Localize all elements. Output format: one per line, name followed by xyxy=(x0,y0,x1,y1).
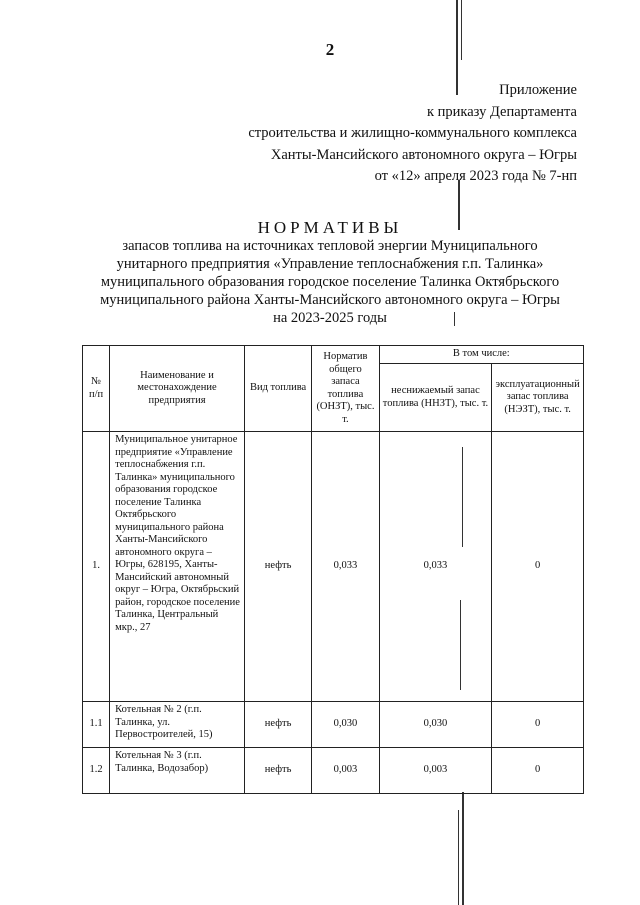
subtitle-line: на 2023-2025 годы xyxy=(273,310,387,326)
scan-artifact-line xyxy=(458,810,459,905)
scan-artifact-line xyxy=(462,792,464,905)
norms-table xyxy=(82,345,584,794)
appendix-line: Ханты-Мансийского автономного округа – Югры xyxy=(270,146,577,163)
row-num: 1. xyxy=(83,432,110,702)
table-row xyxy=(83,748,584,794)
row-nezt: 0 xyxy=(492,432,584,702)
row-fuel: нефть xyxy=(244,432,311,702)
row-num: 1.1 xyxy=(83,702,110,748)
appendix-block xyxy=(248,80,577,188)
row-total: 0,003 xyxy=(312,748,379,794)
table-row xyxy=(83,702,584,748)
subtitle-line: унитарного предприятия «Управление теплоснабжения г.п. Талинка» xyxy=(116,256,544,272)
row-nezt: 0 xyxy=(492,748,584,794)
row-nnzt: 0,030 xyxy=(379,702,492,748)
header-nnzt: неснижаемый запас топлива (ННЗТ), тыс. т. xyxy=(379,364,492,432)
row-total: 0,030 xyxy=(312,702,379,748)
row-fuel: нефть xyxy=(244,748,311,794)
row-name: Муниципальное унитарное предприятие «Управление теплоснабжения г.п. Талинка» муниципального образования городское поселение Талинка Октябрьского муниципального района Ханты-Мансийского автономного округа – Югры, 628195, Ханты-Мансийский автономный округ – Югра, Октябрьский район, городское поселение Талинка, Центральный мкр., 27 xyxy=(110,432,245,702)
subtitle-line: запасов топлива на источниках тепловой энергии Муниципального xyxy=(122,238,538,254)
table-header-row xyxy=(83,346,584,364)
document-subtitle xyxy=(60,237,600,327)
row-name: Котельная № 2 (г.п. Талинка, ул. Первостроителей, 15) xyxy=(110,702,245,748)
subtitle-line: муниципального района Ханты-Мансийского автономного округа – Югры xyxy=(100,292,560,308)
header-total: Норматив общего запаса топлива (ОНЗТ), тыс. т. xyxy=(312,346,379,432)
row-nnzt: 0,033 xyxy=(379,432,492,702)
row-nnzt: 0,003 xyxy=(379,748,492,794)
appendix-line: к приказу Департамента xyxy=(426,103,577,120)
subtitle-line: муниципального образования городское поселение Талинка Октябрьского xyxy=(100,274,560,290)
header-nezt: эксплуатационный запас топлива (НЭЗТ), тыс. т. xyxy=(492,364,584,432)
page-number: 2 xyxy=(325,40,335,59)
row-fuel: нефть xyxy=(244,702,311,748)
document-title: НОРМАТИВЫ xyxy=(257,218,403,237)
header-including: В том числе: xyxy=(379,346,583,364)
appendix-line: от «12» апреля 2023 года № 7-нп xyxy=(374,168,577,184)
table-row xyxy=(83,432,584,702)
row-nezt: 0 xyxy=(492,702,584,748)
header-fuel: Вид топлива xyxy=(244,346,311,432)
row-total: 0,033 xyxy=(312,432,379,702)
row-num: 1.2 xyxy=(83,748,110,794)
appendix-line: строительства и жилищно-коммунального комплекса xyxy=(248,125,577,141)
header-name: Наименование и местонахождение предприятия xyxy=(110,346,245,432)
appendix-line: Приложение xyxy=(499,82,577,98)
header-num: № п/п xyxy=(83,346,110,432)
row-name: Котельная № 3 (г.п. Талинка, Водозабор) xyxy=(110,748,245,794)
